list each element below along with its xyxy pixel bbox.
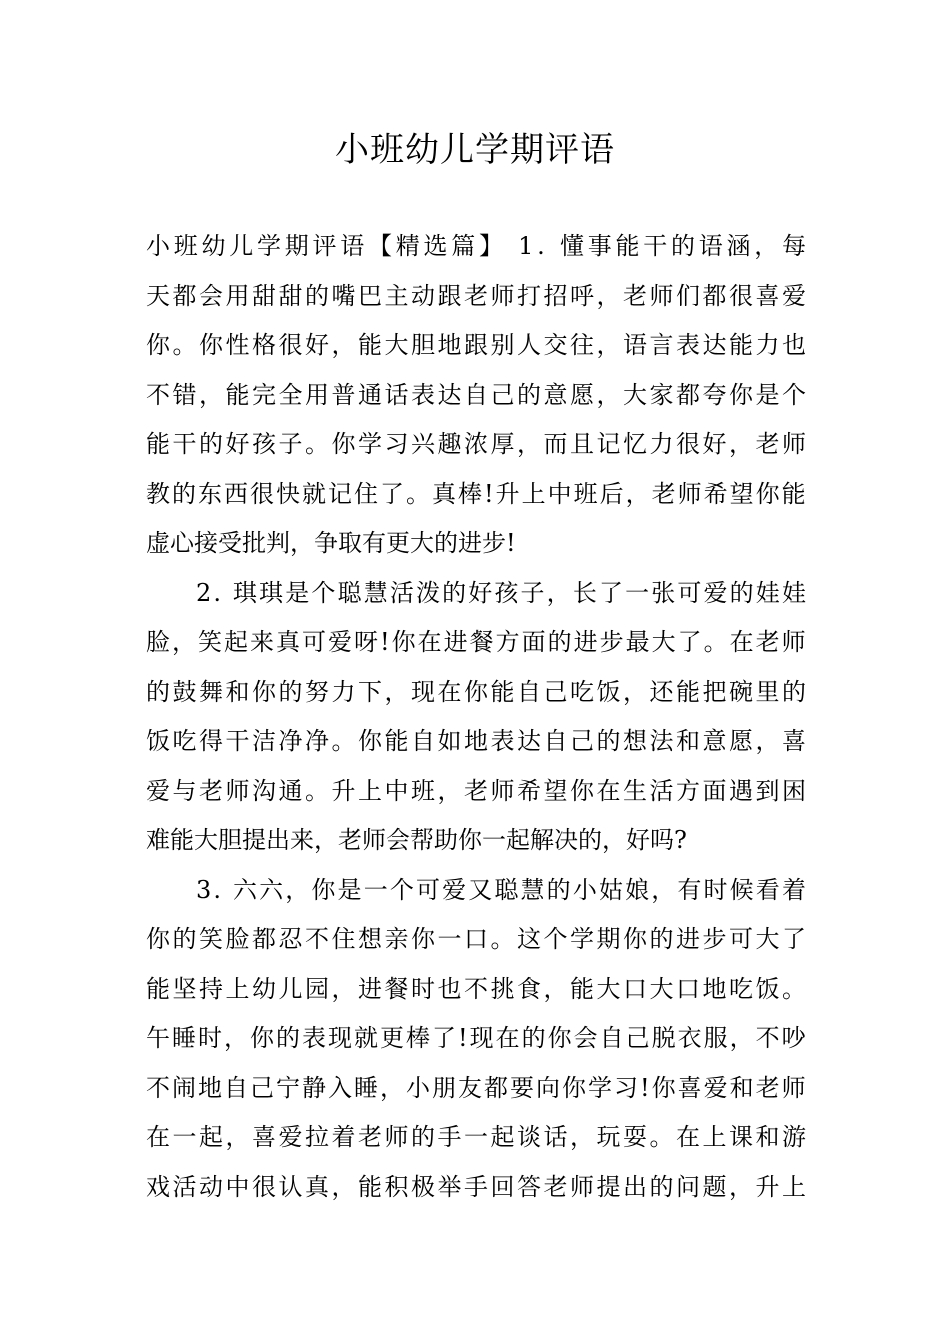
text-line: 能 干 的 好 孩 子 。 你 学 习 兴 趣 浓 厚 ， 而 且 记 忆 力 很 好 ， 老 师 [146, 430, 806, 458]
document-title: 小班幼儿学期评语 [335, 130, 615, 170]
text-line: 你 的 笑 脸 都 忍 不 住 想 亲 你 一 口 。 这 个 学 期 你 的 进 步 可 大 了 [146, 925, 806, 953]
text-line: 脸 ， 笑 起 来 真 可 爱 呀 ! 你 在 进 餐 方 面 的 进 步 最 大 了 。 在 老 师 [146, 628, 806, 656]
text-line: 在 一 起 ， 喜 爱 拉 着 老 师 的 手 一 起 谈 话 ， 玩 耍 。 在 上 课 和 游 [146, 1123, 806, 1151]
text-line: 能 坚 持 上 幼 儿 园 ， 进 餐 时 也 不 挑 食 ， 能 大 口 大 口 地 吃 饭 。 [146, 974, 806, 1003]
text-line: 虚心接受批判，争取有更大的进步! [146, 529, 516, 557]
text-line: 不 错 ， 能 完 全 用 普 通 话 表 达 自 己 的 意 愿 ， 大 家 都 夸 你 是 个 [146, 380, 806, 409]
text-line: 你 。 你 性 格 很 好 ， 能 大 胆 地 跟 别 人 交 往 ， 语 言 表 达 能 力 也 [146, 331, 806, 359]
text-line: 饭 吃 得 干 洁 净 净 。 你 能 自 如 地 表 达 自 己 的 想 法 和 意 愿 ， 喜 [146, 727, 806, 755]
text-line: 午 睡 时 ， 你 的 表 现 就 更 棒 了 ! 现 在 的 你 会 自 己 脱 衣 服 ， 不 吵 [146, 1024, 806, 1052]
text-line: 2 . 琪 琪 是 个 聪 慧 活 泼 的 好 孩 子 ， 长 了 一 张 可 爱 的 娃 娃 [196, 578, 806, 607]
text-line: 教 的 东 西 很 快 就 记 住 了 。 真 棒 ! 升 上 中 班 后 ， 老 师 希 望 你 能 [146, 479, 806, 508]
text-line: 天 都 会 用 甜 甜 的 嘴 巴 主 动 跟 老 师 打 招 呼 ， 老 师 们 都 很 喜 爱 [146, 281, 806, 310]
text-line: 小 班 幼 儿 学 期 评 语 【 精 选 篇 】 1 . 懂 事 能 干 的 语 涵 ， 每 [146, 232, 806, 260]
text-line: 爱 与 老 师 沟 通 。 升 上 中 班 ， 老 师 希 望 你 在 生 活 方 面 遇 到 困 [146, 776, 806, 805]
text-line: 的 鼓 舞 和 你 的 努 力 下 ， 现 在 你 能 自 己 吃 饭 ， 还 能 把 碗 里 的 [146, 677, 806, 706]
text-line: 难能大胆提出来，老师会帮助你一起解决的，好吗? [146, 826, 687, 854]
document-body [146, 222, 806, 1212]
text-line: 3 . 六 六 ， 你 是 一 个 可 爱 又 聪 慧 的 小 姑 娘 ， 有 时 候 看 着 [196, 875, 806, 904]
text-line: 戏 活 动 中 很 认 真 ， 能 积 极 举 手 回 答 老 师 提 出 的 问 题 ， 升 上 [146, 1172, 806, 1201]
text-line: 不 闹 地 自 己 宁 静 入 睡 ， 小 朋 友 都 要 向 你 学 习 ! 你 喜 爱 和 老 师 [146, 1073, 806, 1102]
